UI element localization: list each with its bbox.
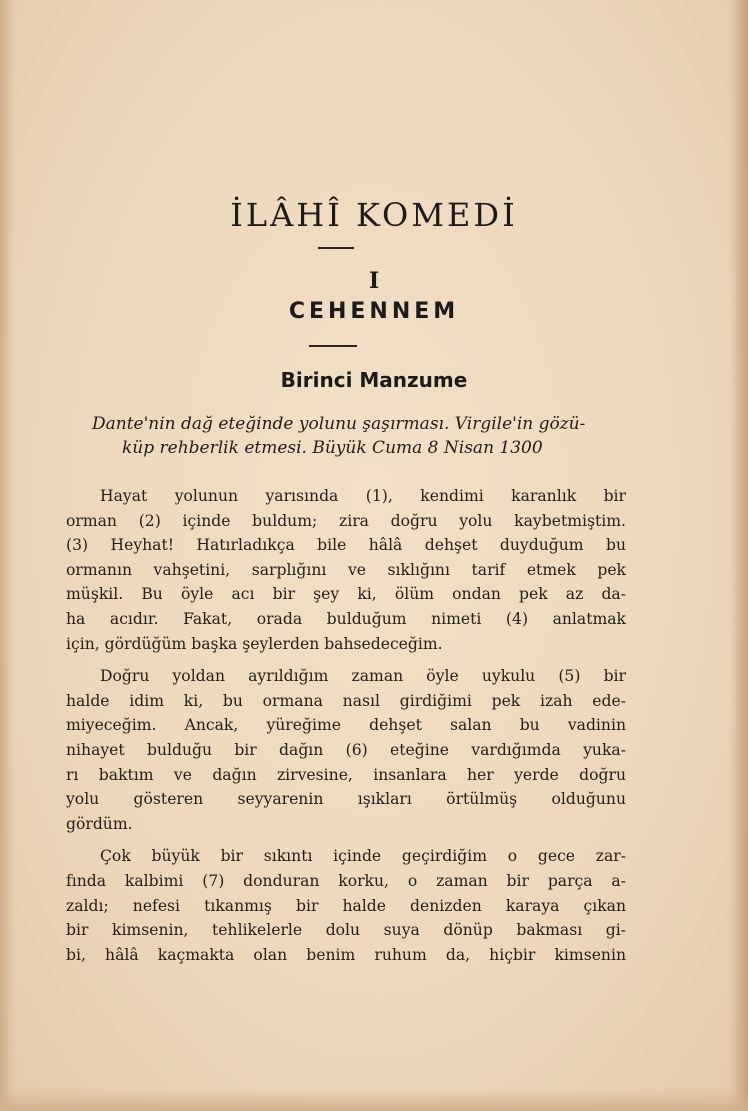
text-line: halde idim ki, bu ormana nasıl girdiğimi pek izah ede- (66, 691, 626, 710)
text-line: (3) Heyhat! Hatırladıkça bile hâlâ dehşet duyduğum bu (66, 536, 626, 555)
text-line: zaldı; nefesi tıkanmış bir halde denizden karaya çıkan (66, 896, 626, 915)
text-line: gördüm. (66, 814, 133, 833)
summary-line: küp rehberlik etmesi. Büyük Cuma 8 Nisan 1300 (122, 438, 543, 458)
part-number: I (368, 268, 380, 294)
text-line: Hayat yolunun yarısında (1), kendimi karanlık bir (100, 487, 626, 505)
text-line: bir kimsenin, tehlikelerle dolu suya dönüp bakması gi- (66, 921, 626, 940)
page-edge-right (730, 0, 748, 1111)
body-text (66, 484, 626, 975)
paragraph (66, 844, 626, 967)
text-line: bi, hâlâ kaçmakta olan benim ruhum da, hiçbir kimsenin (66, 945, 626, 964)
text-line: müşkil. Bu öyle acı bir şey ki, ölüm ondan pek az da- (66, 585, 626, 604)
text-line: ha acıdır. Fakat, orada bulduğum nimeti (4) anlatmak (66, 609, 626, 628)
summary-line: Dante'nin dağ eteğinde yolunu şaşırması. Virgile'in gözü- (92, 414, 586, 434)
text-line: ormanın vahşetini, sarplığını ve sıklığını tarif etmek pek (66, 560, 626, 579)
text-line: orman (2) içinde buldum; zira doğru yolu kaybetmiştim. (66, 511, 626, 530)
page-edge-bottom (0, 1089, 748, 1111)
text-line: yolu gösteren seyyarenin ışıkları örtülmüş olduğunu (66, 790, 626, 809)
text-line: fında kalbimi (7) donduran korku, o zaman bir parça a- (66, 871, 626, 890)
canto-title: Birinci Manzume (280, 368, 468, 392)
part-rule (309, 345, 357, 347)
title-rule (318, 247, 354, 249)
book-title: İLÂHÎ KOMEDİ (230, 196, 518, 234)
paragraph (66, 484, 626, 656)
canto-summary (92, 412, 612, 460)
text-line: miyeceğim. Ancak, yüreğime dehşet salan bu vadinin (66, 716, 626, 735)
part-title: CEHENNEM (288, 299, 460, 324)
text-line: Doğru yoldan ayrıldığım zaman öyle uykulu (5) bir (100, 667, 626, 686)
paragraph (66, 664, 626, 836)
text-line: nihayet bulduğu bir dağın (6) eteğine vardığımda yuka- (66, 740, 626, 759)
text-line: rı baktım ve dağın zirvesine, insanlara her yerde doğru (66, 765, 626, 784)
text-line: Çok büyük bir sıkıntı içinde geçirdiğim o gece zar- (100, 847, 626, 866)
text-line: için, gördüğüm başka şeylerden bahsedeceğim. (66, 634, 443, 653)
page-edge-left (0, 0, 14, 1111)
